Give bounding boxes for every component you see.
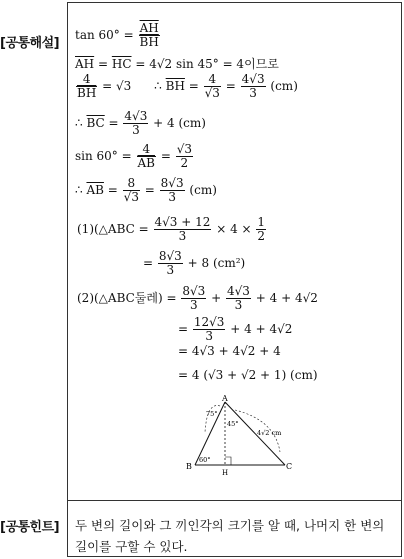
section-divider [67,500,402,501]
right-angle-mark [225,457,231,465]
hint-label: [공통힌트] [0,520,60,535]
solution-line-2: $\overline{AH} = \overline{HC} = 4√2$ sin 45° = 4이므로 [75,57,279,71]
vertex-b: B [186,462,192,471]
solution-line-7: (1)(△ABC = $\frac{4√3 + 12}{3}$ × 4 × $\frac{1}{2}$ [77,215,266,243]
solution-line-10: = $\frac{12√3}{3}$ + 4 + 4√2 [178,315,293,343]
solution-line-11: = 4√3 + 4√2 + 4 [178,344,281,358]
hint-text: 두 변의 길이와 그 끼인각의 크기를 알 때, 나머지 한 변의 길이를 구할 수 있다. [75,518,385,554]
solution-line-6: ∴ $\overline{AB}$ = $\frac{8}{√3}$ = $\frac{8√3}{3}$ (cm) [75,176,217,204]
solution-line-1: tan 60° = $\frac{\overline{AH}}{BH}$ [75,21,159,49]
solution-line-5: sin 60° = $\frac{4}{AB}$ = $\frac{√3}{2}$ [75,142,192,170]
solution-line-9: (2)(△ABC둘레) = $\frac{8√3}{3}$ + $\frac{4√3}{3}$ + 4 + 4√2 [77,284,318,312]
solution-line-3: $\frac{4}{BH}$ = √3 ∴ $\overline{BH}$ = $\frac{4}{√3}$ = $\frac{4√3}{3}$ (cm) [77,72,298,100]
foot-h: H [222,469,229,477]
angle-b-label: 60° [199,456,211,464]
solution-line-8: = $\frac{8√3}{3}$ + 8 (cm²) [143,249,246,277]
solution-line-4: ∴ $\overline{BC}$ = $\frac{4√3}{3}$ + 4 (cm) [75,109,206,137]
angle-a-label: 75° [206,410,218,418]
angle-c-label: 45° [227,420,239,428]
solution-line-12: = 4 (√3 + √2 + 1) (cm) [178,368,318,382]
vertex-a: A [222,394,228,403]
solution-label: [공통해설] [0,36,60,51]
vertex-c: C [286,462,293,471]
triangle-diagram [175,392,305,477]
side-ac-label: 4√2 cm [257,429,282,437]
